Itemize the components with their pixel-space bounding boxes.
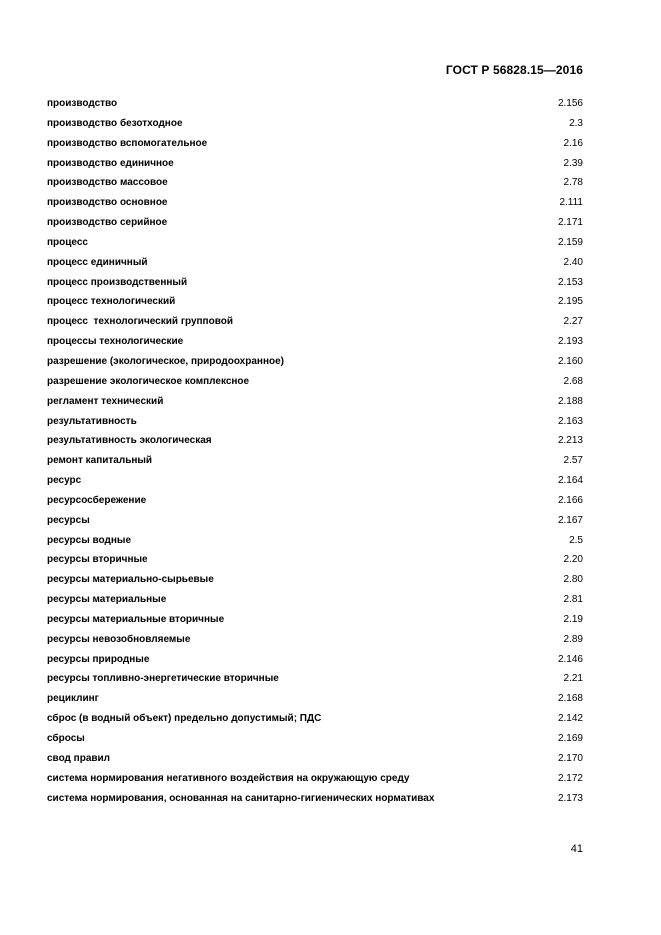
index-ref: 2.19 <box>563 613 583 625</box>
index-ref: 2.169 <box>557 733 583 744</box>
index-ref: 2.156 <box>557 98 583 109</box>
index-term: процессы технологические <box>47 336 184 348</box>
index-row <box>47 312 583 332</box>
index-ref: 2.163 <box>557 415 583 427</box>
index-ref: 2.173 <box>557 792 583 804</box>
index-ref: 2.27 <box>563 316 583 328</box>
index-term: система нормирования, основанная на санитарно-гигиенических нормативах <box>47 792 435 804</box>
index-row <box>47 610 583 630</box>
index-row <box>47 570 583 590</box>
index-row <box>47 412 583 432</box>
index-row <box>47 689 583 709</box>
index-row <box>47 114 583 134</box>
index-term: ресурс <box>47 475 82 487</box>
index-row <box>47 550 583 570</box>
index-term: ресурсы топливно-энергетические вторичные <box>47 673 279 685</box>
index-row <box>47 650 583 670</box>
index-ref: 2.80 <box>563 574 583 586</box>
index-term: результативность экологическая <box>47 435 212 447</box>
index-ref: 2.142 <box>557 713 583 725</box>
index-row <box>47 709 583 729</box>
index-row <box>47 769 583 789</box>
index-ref: 2.21 <box>563 673 583 685</box>
index-term: разрешение (экологическое, природоохранное) <box>47 355 284 367</box>
index-term: процесс технологический <box>47 296 176 308</box>
index-term: ремонт капитальный <box>47 455 153 467</box>
index-term: ресурсы природные <box>47 653 150 665</box>
index-term: ресурсосбережение <box>47 494 147 506</box>
index-row <box>47 213 583 233</box>
index-row <box>47 94 583 114</box>
index-list <box>47 94 583 808</box>
index-term: производство единичное <box>47 157 174 169</box>
index-row <box>47 451 583 471</box>
index-ref: 2.193 <box>557 336 583 348</box>
index-row <box>47 511 583 531</box>
index-row <box>47 471 583 491</box>
index-term: регламент технический <box>47 395 164 407</box>
index-ref: 2.68 <box>563 375 583 387</box>
index-ref: 2.57 <box>563 455 583 467</box>
index-term: результативность <box>47 415 137 427</box>
index-term: производство безотходное <box>47 117 183 129</box>
index-term: рециклинг <box>47 693 99 705</box>
index-ref: 2.164 <box>557 475 583 487</box>
index-term: ресурсы вторичные <box>47 554 148 566</box>
index-row <box>47 590 583 610</box>
index-term: свод правил <box>47 752 111 764</box>
index-ref: 2.172 <box>557 772 583 784</box>
index-row <box>47 173 583 193</box>
index-row <box>47 392 583 412</box>
index-row <box>47 431 583 451</box>
index-term: сброс (в водный объект) предельно допустимый; ПДС <box>47 713 322 725</box>
document-header: ГОСТ Р 56828.15—2016 <box>445 63 583 77</box>
index-term: производство вспомогательное <box>47 137 208 149</box>
index-term: процесс технологический групповой <box>47 316 233 328</box>
index-term: производство <box>47 98 118 109</box>
index-ref: 2.195 <box>557 296 583 308</box>
index-ref: 2.20 <box>563 554 583 566</box>
index-row <box>47 193 583 213</box>
index-ref: 2.168 <box>557 693 583 705</box>
index-ref: 2.213 <box>557 435 583 447</box>
index-term: производство серийное <box>47 217 168 229</box>
index-term: ресурсы невозобновляемые <box>47 633 191 645</box>
index-row <box>47 729 583 749</box>
index-term: процесс производственный <box>47 276 188 288</box>
index-ref: 2.159 <box>557 236 583 248</box>
index-row <box>47 789 583 809</box>
index-row <box>47 134 583 154</box>
index-ref: 2.3 <box>569 117 583 129</box>
index-term: ресурсы материальные вторичные <box>47 613 225 625</box>
index-row <box>47 253 583 273</box>
index-row <box>47 749 583 769</box>
index-term: производство основное <box>47 197 168 209</box>
index-ref: 2.40 <box>563 256 583 268</box>
index-ref: 2.81 <box>563 594 583 606</box>
index-ref: 2.166 <box>557 494 583 506</box>
index-row <box>47 531 583 551</box>
index-row <box>47 154 583 174</box>
index-term: система нормирования негативного воздействия на окружающую среду <box>47 772 410 784</box>
index-ref: 2.78 <box>563 177 583 189</box>
index-row <box>47 669 583 689</box>
index-ref: 2.111 <box>559 197 583 209</box>
index-term: ресурсы материальные <box>47 594 167 606</box>
index-row <box>47 292 583 312</box>
index-row <box>47 273 583 293</box>
index-ref: 2.5 <box>569 534 583 546</box>
index-row <box>47 352 583 372</box>
index-term: ресурсы материально-сырьевые <box>47 574 214 586</box>
index-ref: 2.171 <box>557 217 583 229</box>
index-row <box>47 491 583 511</box>
index-ref: 2.16 <box>563 137 583 149</box>
index-row <box>47 233 583 253</box>
index-ref: 2.146 <box>557 653 583 665</box>
index-term: процесс единичный <box>47 256 148 268</box>
index-ref: 2.160 <box>557 355 583 367</box>
index-ref: 2.89 <box>563 633 583 645</box>
index-ref: 2.170 <box>557 752 583 764</box>
index-term: ресурсы водные <box>47 534 131 546</box>
index-row <box>47 332 583 352</box>
index-row <box>47 630 583 650</box>
index-ref: 2.167 <box>557 514 583 526</box>
index-term: ресурсы <box>47 514 90 526</box>
index-row <box>47 372 583 392</box>
index-term: сбросы <box>47 733 85 744</box>
index-term: разрешение экологическое комплексное <box>47 375 250 387</box>
index-ref: 2.188 <box>557 395 583 407</box>
page-number: 41 <box>570 843 583 855</box>
index-ref: 2.39 <box>563 157 583 169</box>
index-term: производство массовое <box>47 177 168 189</box>
index-term: процесс <box>47 236 88 248</box>
index-ref: 2.153 <box>557 276 583 288</box>
